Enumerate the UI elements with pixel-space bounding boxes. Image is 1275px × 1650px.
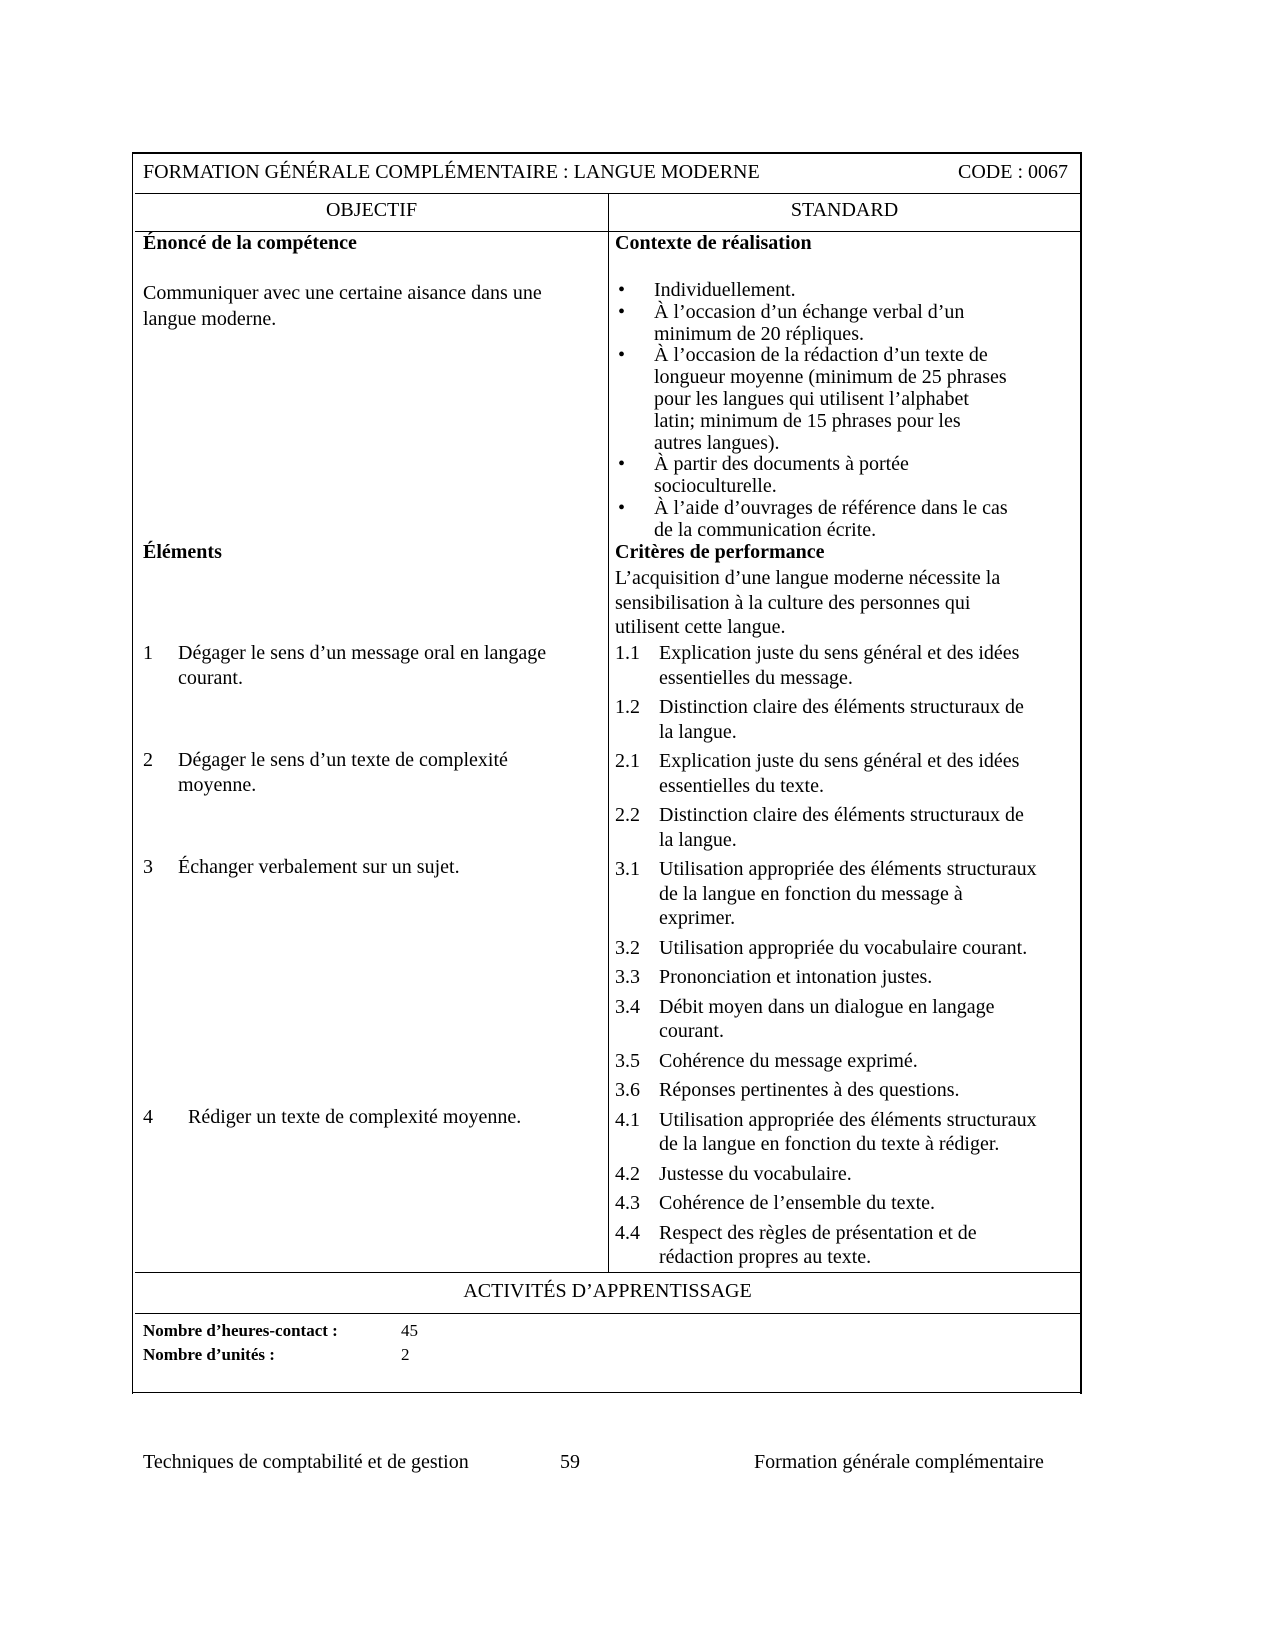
row-divider [135, 1313, 1080, 1314]
critere-item [615, 995, 1075, 1044]
element-number: 3 [143, 856, 153, 878]
critere-item [615, 965, 1075, 990]
critere-text: Utilisation appropriée des éléments structuraux de la langue en fonction du texte à rédiger. [659, 1108, 1037, 1155]
critere-text: Distinction claire des éléments structuraux de la langue. [659, 696, 1024, 743]
critere-number: 4.1 [615, 1108, 640, 1131]
critere-number: 3.1 [615, 858, 640, 880]
heures-value: 45 [401, 1321, 418, 1340]
bullet-icon: • [618, 300, 626, 323]
enonce-text: Communiquer avec une certaine aisance dans une langue moderne. [143, 282, 542, 330]
activites-heading: ACTIVITÉS D’APPRENTISSAGE [463, 1280, 752, 1302]
contexte-text: À l’occasion d’un échange verbal d’un minimum de 20 répliques. [654, 300, 965, 345]
element-text: Dégager le sens d’un message oral en langage courant. [178, 642, 547, 689]
critere-item [615, 695, 1075, 744]
element-item [143, 641, 546, 690]
contexte-text: Individuellement. [654, 279, 796, 301]
contexte-item [615, 345, 1065, 454]
contexte-heading: Contexte de réalisation [615, 232, 812, 254]
critere-text: Distinction claire des éléments structuraux de la langue. [659, 804, 1024, 851]
critere-number: 2.2 [615, 804, 640, 826]
critere-number: 4.3 [615, 1192, 640, 1214]
critere-number: 3.6 [615, 1079, 640, 1101]
table-border-right [1080, 152, 1082, 1394]
bullet-icon: • [618, 344, 626, 367]
element-number: 2 [143, 749, 153, 771]
heures-label: Nombre d’heures-contact : [143, 1321, 338, 1340]
unites-label: Nombre d’unités : [143, 1345, 275, 1364]
contexte-item [615, 454, 1065, 498]
critere-number: 1.2 [615, 696, 640, 718]
critere-text: Explication juste du sens général et des idées essentielles du texte. [659, 750, 1020, 797]
critere-item [615, 1221, 1075, 1270]
critere-item [615, 641, 1075, 690]
critere-text: Justesse du vocabulaire. [659, 1162, 852, 1185]
contexte-text: À partir des documents à portée socioculturelle. [654, 453, 909, 498]
critere-item [615, 936, 1075, 961]
bullet-icon: • [618, 453, 626, 476]
criteres-heading: Critères de performance [615, 541, 825, 563]
column-header-objectif: OBJECTIF [325, 199, 418, 221]
critere-item [615, 1162, 1075, 1187]
critere-number: 3.3 [615, 966, 640, 988]
element-text: Échanger verbalement sur un sujet. [178, 856, 460, 878]
critere-item [615, 1078, 1075, 1103]
element-text: Dégager le sens d’un texte de complexité moyenne. [178, 749, 508, 796]
table-border-bottom [132, 1392, 1082, 1393]
critere-number: 1.1 [615, 642, 640, 664]
critere-number: 3.2 [615, 936, 640, 959]
enonce-heading: Énoncé de la compétence [143, 232, 357, 254]
critere-number: 4.2 [615, 1162, 640, 1185]
critere-number: 4.4 [615, 1221, 640, 1244]
critere-number: 3.5 [615, 1049, 640, 1072]
elements-heading: Éléments [143, 541, 222, 563]
bullet-icon: • [618, 279, 626, 301]
critere-item [615, 749, 1075, 798]
critere-text: Cohérence du message exprimé. [659, 1049, 918, 1072]
element-number: 1 [143, 642, 153, 664]
critere-item [615, 1108, 1075, 1157]
critere-text: Prononciation et intonation justes. [659, 966, 933, 988]
bullet-icon: • [618, 496, 626, 519]
column-divider [608, 193, 609, 1272]
footer-program: Techniques de comptabilité et de gestion [143, 1451, 469, 1473]
element-item [143, 855, 460, 880]
element-number: 4 [143, 1106, 153, 1128]
critere-item [615, 1049, 1075, 1074]
critere-text: Cohérence de l’ensemble du texte. [659, 1192, 935, 1214]
critere-text: Utilisation appropriée du vocabulaire courant. [659, 936, 1028, 959]
contexte-text: À l’aide d’ouvrages de référence dans le cas de la communication écrite. [654, 496, 1008, 541]
criteres-list [615, 641, 1075, 1275]
contexte-item [615, 498, 1065, 542]
contexte-text: À l’occasion de la rédaction d’un texte de longueur moyenne (minimum de 25 phrases pour les langues qui utilisent l’alphabet latin; minimum de 15 phrases pour les autres langues). [654, 344, 1007, 454]
critere-item [615, 857, 1075, 931]
critere-text: Explication juste du sens général et des idées essentielles du message. [659, 642, 1020, 689]
contexte-item [615, 302, 1065, 346]
element-item [143, 1105, 521, 1130]
critere-text: Réponses pertinentes à des questions. [659, 1079, 960, 1101]
document-title: FORMATION GÉNÉRALE COMPLÉMENTAIRE : LANGUE MODERNE [143, 161, 760, 183]
footer-page-number: 59 [560, 1451, 580, 1473]
criteres-intro: L’acquisition d’une langue moderne nécessite la sensibilisation à la culture des personnes qui utilisent cette langue. [615, 567, 1001, 638]
element-text: Rédiger un texte de complexité moyenne. [178, 1106, 522, 1128]
unites-value: 2 [401, 1345, 410, 1364]
critere-text: Débit moyen dans un dialogue en langage courant. [659, 995, 995, 1042]
contexte-item [615, 280, 1065, 302]
critere-item [615, 803, 1075, 852]
critere-text: Respect des règles de présentation et de rédaction propres au texte. [659, 1221, 977, 1268]
column-header-standard: STANDARD [790, 199, 899, 221]
critere-text: Utilisation appropriée des éléments structuraux de la langue en fonction du message à exprimer. [659, 858, 1037, 929]
critere-item [615, 1191, 1075, 1216]
footer-section: Formation générale complémentaire [754, 1451, 1044, 1473]
table-border-top [132, 152, 1082, 154]
table-border-left [132, 152, 133, 1394]
critere-number: 3.4 [615, 995, 640, 1018]
critere-number: 2.1 [615, 750, 640, 772]
contexte-list [615, 280, 1065, 542]
course-code: CODE : 0067 [958, 161, 1068, 183]
element-item [143, 748, 508, 797]
